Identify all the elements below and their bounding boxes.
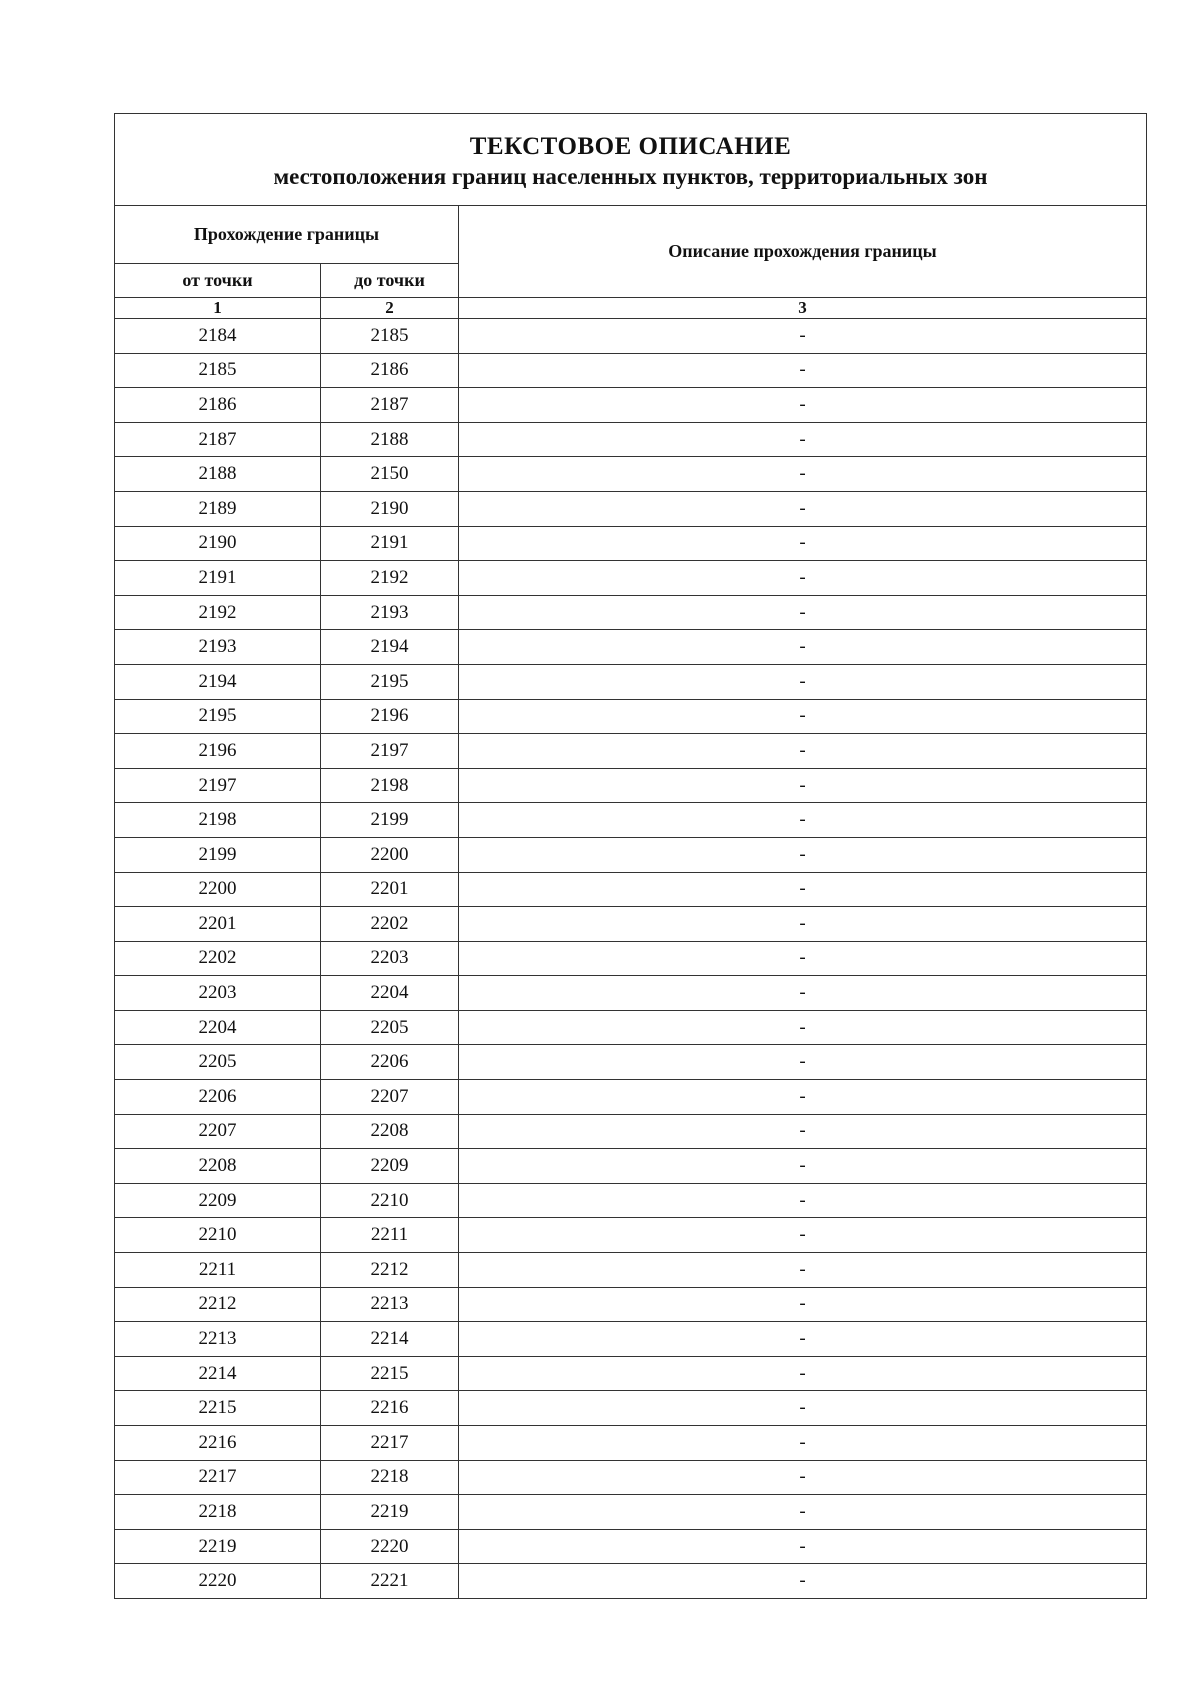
from-point-cell: 2211	[115, 1253, 321, 1288]
to-point-cell: 2187	[321, 388, 459, 423]
from-point-cell: 2219	[115, 1529, 321, 1564]
from-point-cell: 2204	[115, 1010, 321, 1045]
to-point-cell: 2194	[321, 630, 459, 665]
column-number-2: 2	[321, 298, 459, 319]
to-point-cell: 2193	[321, 595, 459, 630]
table-row	[115, 422, 1147, 457]
description-cell: -	[459, 1391, 1147, 1426]
table-row	[115, 319, 1147, 354]
description-cell: -	[459, 1010, 1147, 1045]
from-point-cell: 2206	[115, 1080, 321, 1115]
to-point-cell: 2206	[321, 1045, 459, 1080]
description-cell: -	[459, 734, 1147, 769]
table-row	[115, 734, 1147, 769]
to-point-cell: 2213	[321, 1287, 459, 1322]
description-cell: -	[459, 1253, 1147, 1288]
description-cell: -	[459, 1322, 1147, 1357]
from-point-cell: 2220	[115, 1564, 321, 1599]
to-point-cell: 2185	[321, 319, 459, 354]
table-row	[115, 1564, 1147, 1599]
table-row	[115, 1287, 1147, 1322]
to-point-cell: 2196	[321, 699, 459, 734]
from-point-cell: 2191	[115, 561, 321, 596]
to-point-cell: 2208	[321, 1114, 459, 1149]
description-cell: -	[459, 664, 1147, 699]
description-cell: -	[459, 1287, 1147, 1322]
table-row	[115, 699, 1147, 734]
description-cell: -	[459, 1045, 1147, 1080]
description-cell: -	[459, 595, 1147, 630]
description-cell: -	[459, 768, 1147, 803]
table-row	[115, 561, 1147, 596]
table-row	[115, 526, 1147, 561]
description-cell: -	[459, 630, 1147, 665]
from-point-cell: 2202	[115, 941, 321, 976]
to-point-cell: 2218	[321, 1460, 459, 1495]
to-point-cell: 2192	[321, 561, 459, 596]
table-row	[115, 976, 1147, 1011]
column-number-1: 1	[115, 298, 321, 319]
from-point-cell: 2186	[115, 388, 321, 423]
description-cell: -	[459, 491, 1147, 526]
boundary-table	[114, 113, 1147, 1599]
from-point-cell: 2217	[115, 1460, 321, 1495]
description-cell: -	[459, 1218, 1147, 1253]
description-cell: -	[459, 1495, 1147, 1530]
table-row	[115, 837, 1147, 872]
description-cell: -	[459, 561, 1147, 596]
description-cell: -	[459, 907, 1147, 942]
table-row	[115, 1426, 1147, 1461]
from-point-cell: 2208	[115, 1149, 321, 1184]
table-row	[115, 941, 1147, 976]
to-point-cell: 2197	[321, 734, 459, 769]
description-cell: -	[459, 422, 1147, 457]
table-row	[115, 595, 1147, 630]
to-point-cell: 2200	[321, 837, 459, 872]
from-point-cell: 2214	[115, 1356, 321, 1391]
from-point-cell: 2216	[115, 1426, 321, 1461]
description-cell: -	[459, 1426, 1147, 1461]
table-row	[115, 1529, 1147, 1564]
table-row	[115, 872, 1147, 907]
from-point-cell: 2194	[115, 664, 321, 699]
description-cell: -	[459, 1149, 1147, 1184]
description-cell: -	[459, 941, 1147, 976]
table-row	[115, 1080, 1147, 1115]
to-point-cell: 2186	[321, 353, 459, 388]
from-point-cell: 2190	[115, 526, 321, 561]
to-point-cell: 2204	[321, 976, 459, 1011]
to-point-cell: 2199	[321, 803, 459, 838]
document-title: ТЕКСТОВОЕ ОПИСАНИЕ	[469, 133, 792, 160]
table-row	[115, 1183, 1147, 1218]
document-sheet	[114, 113, 1146, 1599]
header-from-point: от точки	[115, 264, 321, 298]
description-cell: -	[459, 803, 1147, 838]
from-point-cell: 2203	[115, 976, 321, 1011]
table-row	[115, 803, 1147, 838]
table-row	[115, 1356, 1147, 1391]
table-row	[115, 1045, 1147, 1080]
table-row	[115, 1149, 1147, 1184]
table-row	[115, 1322, 1147, 1357]
from-point-cell: 2192	[115, 595, 321, 630]
from-point-cell: 2197	[115, 768, 321, 803]
table-row	[115, 491, 1147, 526]
from-point-cell: 2187	[115, 422, 321, 457]
to-point-cell: 2202	[321, 907, 459, 942]
title-row	[115, 114, 1147, 206]
to-point-cell: 2221	[321, 1564, 459, 1599]
description-cell: -	[459, 699, 1147, 734]
description-cell: -	[459, 1080, 1147, 1115]
from-point-cell: 2200	[115, 872, 321, 907]
header-to-point: до точки	[321, 264, 459, 298]
to-point-cell: 2190	[321, 491, 459, 526]
to-point-cell: 2188	[321, 422, 459, 457]
from-point-cell: 2185	[115, 353, 321, 388]
to-point-cell: 2207	[321, 1080, 459, 1115]
description-cell: -	[459, 353, 1147, 388]
from-point-cell: 2189	[115, 491, 321, 526]
to-point-cell: 2215	[321, 1356, 459, 1391]
from-point-cell: 2199	[115, 837, 321, 872]
table-row	[115, 1495, 1147, 1530]
table-row	[115, 457, 1147, 492]
from-point-cell: 2193	[115, 630, 321, 665]
to-point-cell: 2201	[321, 872, 459, 907]
description-cell: -	[459, 1564, 1147, 1599]
to-point-cell: 2150	[321, 457, 459, 492]
from-point-cell: 2205	[115, 1045, 321, 1080]
from-point-cell: 2201	[115, 907, 321, 942]
table-row	[115, 1114, 1147, 1149]
table-row	[115, 388, 1147, 423]
to-point-cell: 2217	[321, 1426, 459, 1461]
table-row	[115, 1010, 1147, 1045]
description-cell: -	[459, 837, 1147, 872]
header-boundary-passage: Прохождение границы	[115, 206, 459, 264]
to-point-cell: 2214	[321, 1322, 459, 1357]
to-point-cell: 2209	[321, 1149, 459, 1184]
from-point-cell: 2207	[115, 1114, 321, 1149]
table-row	[115, 664, 1147, 699]
to-point-cell: 2212	[321, 1253, 459, 1288]
table-row	[115, 1460, 1147, 1495]
from-point-cell: 2210	[115, 1218, 321, 1253]
to-point-cell: 2211	[321, 1218, 459, 1253]
to-point-cell: 2195	[321, 664, 459, 699]
table-row	[115, 907, 1147, 942]
description-cell: -	[459, 1114, 1147, 1149]
title-cell	[115, 114, 1147, 206]
to-point-cell: 2216	[321, 1391, 459, 1426]
to-point-cell: 2220	[321, 1529, 459, 1564]
description-cell: -	[459, 1183, 1147, 1218]
from-point-cell: 2195	[115, 699, 321, 734]
column-number-row	[115, 298, 1147, 319]
description-cell: -	[459, 526, 1147, 561]
from-point-cell: 2215	[115, 1391, 321, 1426]
from-point-cell: 2212	[115, 1287, 321, 1322]
table-row	[115, 1253, 1147, 1288]
description-cell: -	[459, 1460, 1147, 1495]
description-cell: -	[459, 1356, 1147, 1391]
table-row	[115, 1391, 1147, 1426]
column-number-3: 3	[459, 298, 1147, 319]
header-description: Описание прохождения границы	[459, 206, 1147, 298]
from-point-cell: 2184	[115, 319, 321, 354]
description-cell: -	[459, 976, 1147, 1011]
from-point-cell: 2209	[115, 1183, 321, 1218]
to-point-cell: 2205	[321, 1010, 459, 1045]
description-cell: -	[459, 872, 1147, 907]
from-point-cell: 2198	[115, 803, 321, 838]
table-row	[115, 630, 1147, 665]
header-row-group	[115, 206, 1147, 264]
from-point-cell: 2218	[115, 1495, 321, 1530]
from-point-cell: 2188	[115, 457, 321, 492]
from-point-cell: 2213	[115, 1322, 321, 1357]
to-point-cell: 2219	[321, 1495, 459, 1530]
table-row	[115, 1218, 1147, 1253]
document-subtitle: местоположения границ населенных пунктов, территориальных зон	[273, 164, 988, 189]
to-point-cell: 2210	[321, 1183, 459, 1218]
from-point-cell: 2196	[115, 734, 321, 769]
table-row	[115, 353, 1147, 388]
to-point-cell: 2198	[321, 768, 459, 803]
description-cell: -	[459, 1529, 1147, 1564]
to-point-cell: 2203	[321, 941, 459, 976]
description-cell: -	[459, 388, 1147, 423]
to-point-cell: 2191	[321, 526, 459, 561]
description-cell: -	[459, 319, 1147, 354]
description-cell: -	[459, 457, 1147, 492]
table-row	[115, 768, 1147, 803]
